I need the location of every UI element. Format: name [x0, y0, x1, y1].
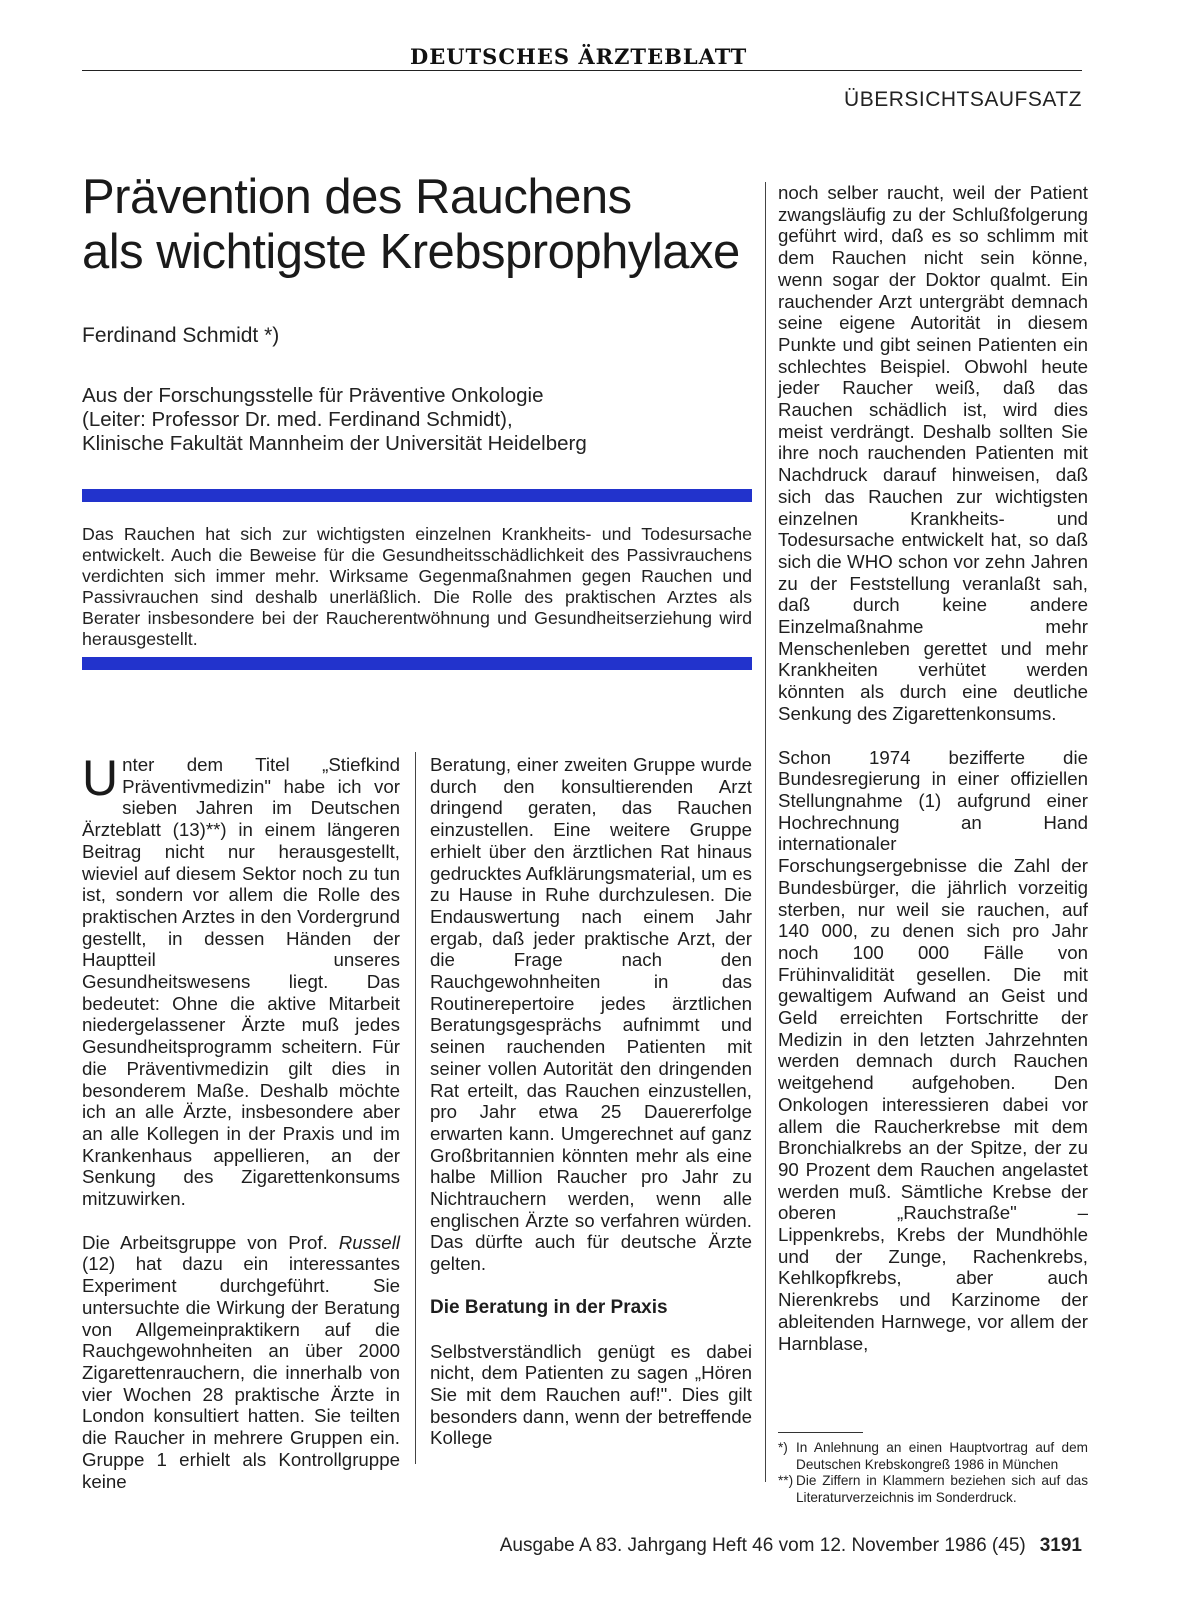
col3-paragraph-1: noch selber raucht, weil der Patient zwangsläufig zu der Schlußfolgerung geführt wird, daß es so schlimm mit dem Rauchen nicht sein könne, wenn sogar der Doktor qualmt. Ein rauchender Arzt untergräbt demnach seine eigene Autorität in diesem Punkte und gibt seinen Patienten ein schlechtes Beispiel. Obwohl heute jeder Raucher weiß, daß das Rauchen schädlich ist, wird dies meist verdrängt. Deshalb sollten Sie ihre noch rauchenden Patienten mit Nachdruck darauf hinweisen, daß sich das Rauchen zur wichtigsten einzelnen Krankheits- und Todesursache entwickelt hat, so daß sich die WHO schon vor zehn Jahren zu der Feststellung veranlaßt sah, daß durch keine andere Einzelmaßnahme mehr Menschenleben gerettet und mehr Krankheiten verhütet werden könnten als durch eine deutliche Senkung des Zigarettenkonsums. — [778, 182, 1088, 724]
col1-p2-end: (12) hat dazu ein interessantes Experiment durchgeführt. Sie untersuchte die Wirkung der Beratung von Allgemeinpraktikern auf die Rauchgewohnheiten an über 2000 Zigarettenrauchern, die innerhalb von vier Wochen 28 praktische Ärzte in London konsultiert hatten. Sie teilten die Raucher in mehrere Gruppen ein. Gruppe 1 erhielt als Kontrollgruppe keine — [82, 1253, 400, 1492]
col1-paragraph-1 — [82, 750, 400, 1210]
footnote-1-text: In Anlehnung an einen Hauptvortrag auf dem Deutschen Krebskongreß 1986 in München — [796, 1440, 1088, 1472]
col2-paragraph-1: Beratung, einer zweiten Gruppe wurde durch den konsultierenden Arzt dringend geraten, das Rauchen einzustellen. Eine weitere Gruppe erhielt über den ärztlichen Rat hinaus gedrucktes Aufklärungsmaterial, um es zu Hause in Ruhe durchzulesen. Die Endauswertung nach einem Jahr ergab, daß jeder praktische Arzt, der die Frage nach den Rauchgewohnheiten in das Routinerepertoire jedes ärztlichen Beratungsgesprächs aufnimmt und seinen rauchenden Patienten mit seiner vollen Autorität den dringenden Rat erteilt, das Rauchen einzustellen, pro Jahr etwa 25 Dauererfolge erwarten kann. Umgerechnet auf ganz Großbritannien könnten mehr als eine halbe Million Raucher pro Jahr zu Nichtrauchern werden, wenn alle englischen Ärzte so verfahren würden. Das dürfte auch für deutsche Ärzte gelten. — [430, 754, 752, 1275]
header-rule — [82, 70, 1082, 71]
drop-cap: U — [82, 750, 119, 806]
abstract-bottom-bar — [82, 657, 752, 670]
section-heading: Die Beratung in der Praxis — [430, 1296, 668, 1318]
abstract-top-bar — [82, 489, 752, 502]
col2-paragraph-2: Selbstverständlich genügt es dabei nicht, dem Patienten zu sagen „Hören Sie mit dem Rauchen auf!". Dies gilt besonders dann, wenn der betreffende Kollege — [430, 1340, 752, 1449]
footnote-2 — [778, 1473, 1088, 1506]
column-1 — [82, 750, 400, 1514]
column-2 — [430, 754, 752, 1471]
col1-paragraph-1-text: nter dem Titel „Stiefkind Präventivmedizin" habe ich vor sieben Jahren im Deutschen Ärzteblatt (13)**) in einem längeren Beitrag nicht nur herausgestellt, wieviel auf diesem Sektor noch zu tun ist, sondern vor allem die Rolle des praktischen Arztes in den Vordergrund gestellt, in dessen Händen der Hauptteil unseres Gesundheitswesens liegt. Das bedeutet: Ohne die aktive Mitarbeit niedergelassener Ärzte muß jedes Gesundheitsprogramm scheitern. Für die Präventivmedizin gilt dies in besonderem Maße. Deshalb möchte ich an alle Ärzte, insbesondere aber an alle Kollegen in der Praxis und im Krankenhaus appellieren, an der Senkung des Zigarettenkonsums mitzuwirken. — [82, 754, 400, 1210]
col1-paragraph-2 — [82, 1232, 400, 1492]
affiliation-line-3: Klinische Fakultät Mannheim der Universität Heidelberg — [82, 432, 587, 455]
column-divider-2 — [765, 182, 766, 1482]
footnote-2-mark: **) — [778, 1473, 794, 1488]
masthead: DEUTSCHES ÄRZTEBLATT — [410, 44, 748, 69]
footnotes — [778, 1440, 1088, 1506]
affiliation-line-1: Aus der Forschungsstelle für Präventive Onkologie — [82, 384, 544, 407]
page-number: 3191 — [1039, 1535, 1082, 1556]
affiliation-line-2: (Leiter: Professor Dr. med. Ferdinand Schmidt), — [82, 408, 513, 431]
title-line-2: als wichtigste Krebsprophylaxe — [82, 225, 740, 279]
column-3 — [778, 182, 1088, 1376]
author: Ferdinand Schmidt *) — [82, 324, 280, 347]
col3-paragraph-2: Schon 1974 bezifferte die Bundesregierung in einer offiziellen Stellungnahme (1) aufgrund einer Hochrechnung an Hand internationaler Forschungsergebnisse die Zahl der Bundesbürger, die jährlich vorzeitig sterben, nur weil sie rauchen, auf 140 000, zu denen sich pro Jahr noch 100 000 Fälle von Frühinvalidität gesellen. Die mit gewaltigem Aufwand an Geist und Geld erreichten Fortschritte der Medizin in den letzten Jahrzehnten werden demnach durch Rauchen weitgehend aufgehoben. Den Onkologen interessieren dabei vor allem die Raucherkrebse mit dem Bronchialkrebs an der Spitze, der zu 90 Prozent dem Rauchen angelastet werden muß. Sämtliche Krebse der oberen „Rauchstraße" – Lippenkrebs, Krebs der Mundhöhle und der Zunge, Rachenkrebs, Kehlkopfkrebs, aber auch Nierenkrebs und Karzinome der ableitenden Harnwege, vor allem der Harnblase, — [778, 746, 1088, 1354]
issue-info: Ausgabe A 83. Jahrgang Heft 46 vom 12. November 1986 (45) — [499, 1535, 1026, 1556]
article-title — [82, 170, 762, 280]
affiliation — [82, 384, 762, 456]
footnote-rule — [778, 1432, 863, 1433]
footnote-1 — [778, 1440, 1088, 1473]
footnote-2-text: Die Ziffern in Klammern beziehen sich auf das Literaturverzeichnis im Sonderdruck. — [796, 1473, 1088, 1505]
abstract: Das Rauchen hat sich zur wichtigsten einzelnen Krankheits- und Todesursache entwickelt. Auch die Beweise für die Gesundheitsschädlichkeit des Passivrauchens verdichten sich immer mehr. Wirksame Gegenmaßnahmen gegen Rauchen und Passivrauchen sind deshalb unerläßlich. Die Rolle des praktischen Arztes als Berater insbesondere bei der Raucherentwöhnung und Gesundheitserziehung wird herausgestellt. — [82, 524, 752, 649]
page-footer — [500, 1535, 1082, 1557]
column-divider-1 — [415, 752, 416, 1464]
footnote-1-mark: *) — [778, 1440, 788, 1455]
section-label: ÜBERSICHTSAUFSATZ — [844, 88, 1082, 111]
col1-p2-start: Die Arbeitsgruppe von Prof. — [82, 1231, 339, 1253]
author-name-russell: Russell — [338, 1231, 400, 1253]
title-line-1: Prävention des Rauchens — [82, 170, 632, 224]
